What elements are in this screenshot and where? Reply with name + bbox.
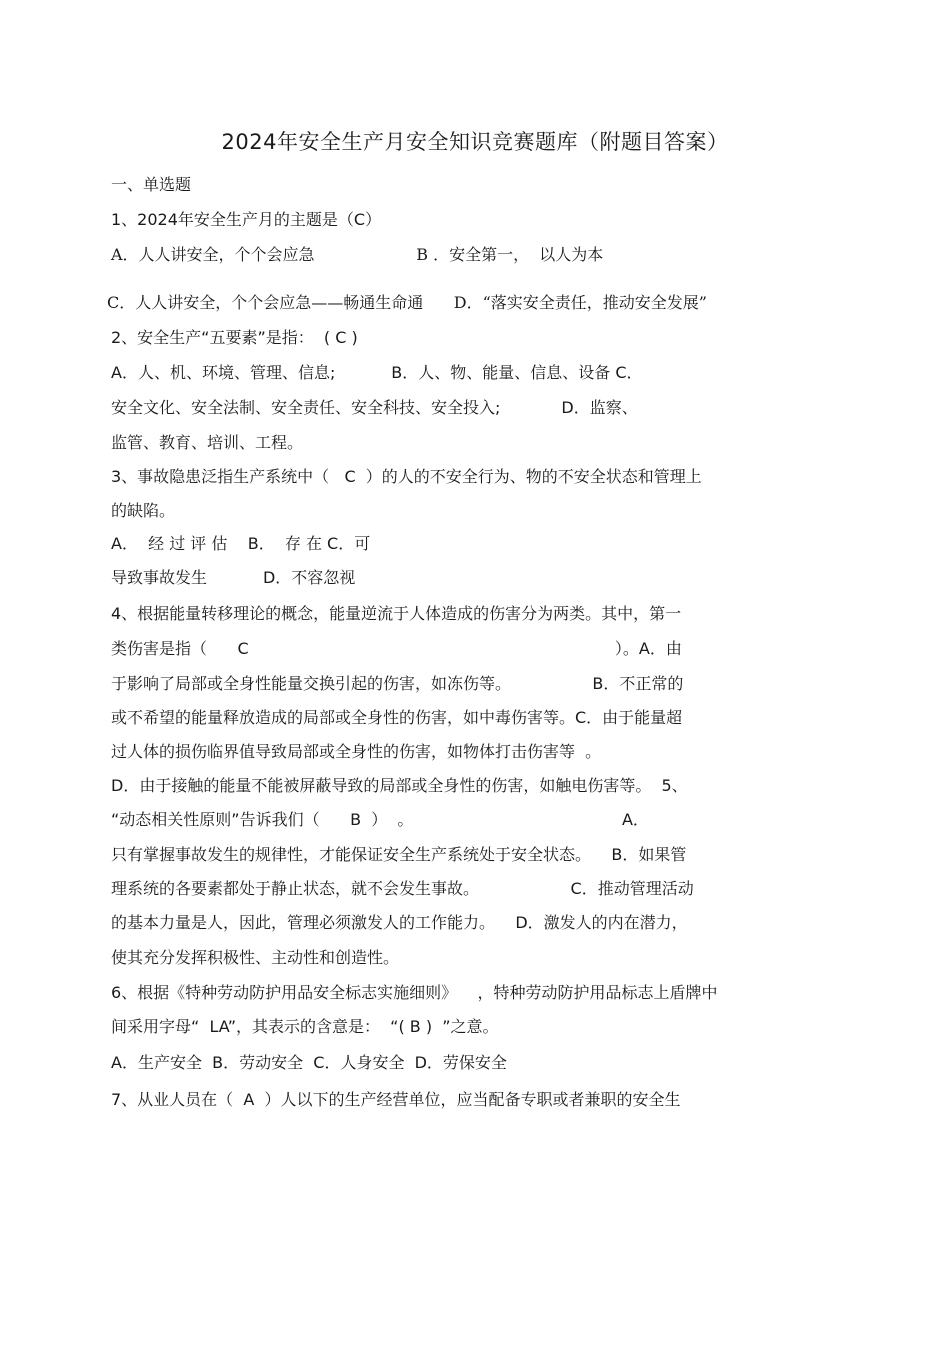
question-5-option-line-2: 理系统的各要素都处于静止状态，就不会发生事故。 C．推动管理活动: [111, 879, 694, 898]
question-6: 6、根据《特种劳动防护用品安全标志实施细则》 ，特种劳动防护用品标志上盾牌中: [111, 983, 718, 1002]
question-2-option-line-1: A．人、机、环境、管理、信息; B．人、物、能量、信息、设备 C．: [111, 363, 643, 382]
question-3-option-line-1: A． 经 过 评 估 B． 存 在 C．可: [111, 534, 371, 553]
question-3-continued: 的缺陷。: [111, 501, 176, 520]
question-2-option-line-3: 监管、教育、培训、工程。: [111, 433, 304, 452]
question-4-option-line-2: 或不希望的能量释放造成的局部或全身性的伤害，如中毒伤害等。C．由于能量超: [111, 708, 683, 727]
question-1: 1、2024年安全生产月的主题是（C）: [111, 210, 382, 229]
question-4-continued: 类伤害是指（ C ）。A．由: [111, 639, 682, 658]
question-4-option-line-3: 过人体的损伤临界值导致局部或全身性的伤害，如物体打击伤害等 。: [111, 742, 602, 761]
document-title: 2024年安全生产月安全知识竞赛题库（附题目答案）: [221, 130, 729, 154]
question-5-option-line-3: 的基本力量是人，因此，管理必须激发人的工作能力。 D．激发人的内在潜力，: [111, 913, 688, 932]
question-7: 7、从业人员在（ A ）人以下的生产经营单位，应当配备专职或者兼职的安全生: [111, 1090, 681, 1109]
section-heading: 一、单选题: [111, 175, 192, 194]
question-2: 2、安全生产“五要素”是指： ( C ): [111, 328, 358, 347]
question-3-option-line-2: 导致事故发生 D．不容忽视: [111, 568, 356, 587]
question-5-option-line-1: 只有掌握事故发生的规律性，才能保证安全生产系统处于安全状态。 B．如果管: [111, 845, 687, 864]
question-5: “动态相关性原则”告诉我们（ B ） 。 A．: [111, 810, 649, 829]
question-1-options-ab: A．人人讲安全，个个会应急 B ．安全第一， 以人为本: [111, 245, 604, 264]
question-1-options-cd: C．人人讲安全，个个会应急——畅通生命通 D．“落实安全责任，推动安全发展”: [107, 293, 707, 312]
question-4-option-line-1: 于影响了局部或全身性能量交换引起的伤害，如冻伤等。 B．不正常的: [111, 674, 684, 693]
question-4: 4、根据能量转移理论的概念，能量逆流于人体造成的伤害分为两类。其中，第一: [111, 604, 682, 623]
question-6-continued: 间采用字母“ LA”，其表示的含意是： “( B ) ”之意。: [111, 1017, 499, 1036]
question-5-option-line-4: 使其充分发挥积极性、主动性和创造性。: [111, 948, 400, 967]
question-4-option-line-4: D．由于接触的能量不能被屏蔽导致的局部或全身性的伤害，如触电伤害等。 5、: [111, 776, 688, 795]
question-6-options: A．生产安全 B．劳动安全 C．人身安全 D．劳保安全: [111, 1053, 507, 1072]
question-3: 3、事故隐患泛指生产系统中（ C ）的人的不安全行为、物的不安全状态和管理上: [111, 467, 702, 486]
question-2-option-line-2: 安全文化、安全法制、安全责任、安全科技、安全投入; D．监察、: [111, 398, 638, 417]
